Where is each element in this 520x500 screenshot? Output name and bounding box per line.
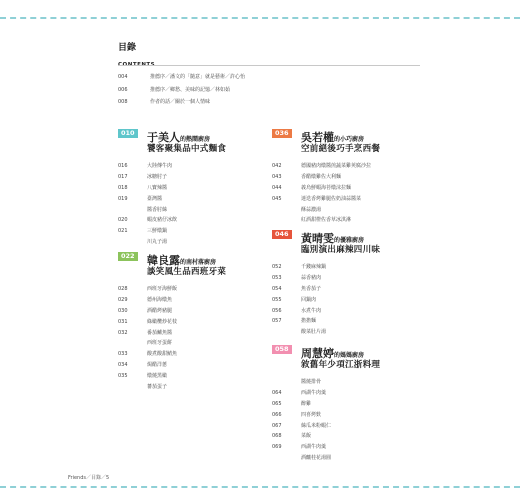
recipe-title: 三鮮燉鍋	[147, 228, 168, 235]
page-number: 031	[118, 318, 128, 325]
page-number: 006	[118, 86, 128, 93]
page-number: 008	[118, 99, 128, 106]
recipe-list	[272, 262, 326, 338]
recipe-row[interactable]	[118, 183, 177, 194]
page-number: 021	[118, 228, 128, 235]
page-number: 035	[118, 373, 128, 380]
chef-name: 吳若權	[301, 131, 334, 144]
page-number: 042	[272, 163, 282, 169]
chef-name: 黃晴雯	[301, 232, 334, 245]
recipe-title: 四喜烤麩	[301, 411, 322, 418]
recipe-title: 番茄鱸魚醬	[147, 329, 173, 336]
page-number: 056	[272, 307, 282, 314]
page-number: 064	[272, 389, 282, 396]
recipe-title: 酒釀桂花湯圓	[301, 455, 332, 462]
page-number: 017	[118, 173, 128, 180]
page-number: 053	[272, 274, 282, 281]
recipe-list	[272, 161, 371, 226]
recipe-title: 燉燒黑橄	[147, 373, 168, 380]
recipe-row[interactable]	[272, 284, 326, 295]
page-number: 044	[272, 184, 282, 191]
recipe-row[interactable]	[272, 262, 326, 273]
page-number: 065	[272, 400, 282, 407]
section-han-lianglu	[118, 250, 227, 393]
recipe-title: 酥蒜濃湯	[301, 206, 322, 213]
bottom-dashed-border	[0, 486, 520, 488]
intro-row[interactable]	[118, 84, 245, 97]
recipe-row[interactable]	[272, 273, 326, 284]
contents-title: 目錄	[118, 43, 137, 53]
recipe-row[interactable]	[272, 172, 371, 183]
section-header[interactable]	[272, 343, 381, 377]
recipe-title: 西湖牛肉羹	[301, 444, 327, 451]
section-wu-ruoquan	[272, 127, 381, 226]
recipe-title: 迷迭香烤雞腿佐奶油蒜醬菜	[301, 195, 362, 202]
recipe-row[interactable]	[118, 360, 177, 371]
recipe-row[interactable]	[272, 442, 331, 453]
recipe-row[interactable]	[272, 421, 331, 432]
recipe-title: 綠橄欖炒花枝	[147, 318, 178, 325]
recipe-title: 酒醋烤豬腿	[147, 307, 173, 314]
recipe-title: 蝦皮豬仔冰飲	[147, 217, 178, 224]
page-footer: Friends／目錄／5	[68, 475, 110, 481]
section-header[interactable]	[118, 250, 227, 284]
page-number: 028	[118, 286, 128, 292]
top-dashed-border	[0, 17, 520, 19]
recipe-title: 西班牙海鮮飯	[147, 286, 178, 292]
recipe-title: 酸煮酸甜鯖魚	[147, 351, 178, 358]
recipe-row[interactable]	[272, 410, 331, 421]
recipe-row[interactable]	[118, 161, 177, 172]
recipe-row[interactable]	[272, 183, 371, 194]
recipe-title: 醬香肘絲	[147, 206, 168, 213]
recipe-title: 西湖牛肉羹	[301, 389, 327, 396]
recipe-row[interactable]	[118, 205, 177, 216]
recipe-row[interactable]	[118, 237, 177, 248]
section-page-badge: 010	[118, 129, 138, 138]
recipe-row[interactable]	[272, 431, 331, 442]
recipe-title: 千錢麻辣鍋	[301, 264, 327, 270]
recipe-title: 回鍋肉	[301, 296, 317, 303]
page-number: 020	[118, 217, 128, 224]
recipe-title: 擔擔麵	[301, 318, 317, 325]
page-number: 057	[272, 318, 282, 325]
chef-name: 周慧婷	[301, 347, 334, 360]
page-number: 052	[272, 264, 282, 270]
page-number: 067	[272, 422, 282, 429]
recipe-row[interactable]	[118, 328, 177, 339]
recipe-row[interactable]	[272, 377, 331, 388]
recipe-row[interactable]	[118, 284, 177, 295]
recipe-title: 川丸子湯	[147, 239, 168, 246]
intro-row[interactable]	[118, 96, 245, 109]
recipe-title: 絲瓜米粉蝦仁	[301, 422, 332, 429]
recipe-title: 水煮牛肉	[301, 307, 322, 314]
recipe-row[interactable]	[272, 295, 326, 306]
section-header[interactable]	[272, 228, 381, 262]
section-subtitle: 饕客聚集品中式麵食	[147, 144, 227, 154]
contents-subtitle: CONTENTS	[118, 62, 156, 68]
chef-name: 韓良露	[147, 254, 180, 267]
recipe-title: 醬燒排骨	[301, 379, 322, 385]
recipe-row[interactable]	[272, 399, 331, 410]
recipe-title: 醉雞	[301, 400, 312, 407]
section-subtitle: 談笑風生品西班牙菜	[147, 267, 227, 277]
recipe-title: 大陸傳牛肉	[147, 163, 173, 169]
recipe-title: 西班牙蛋餅	[147, 340, 173, 347]
page-number: 068	[272, 433, 282, 440]
kitchen-suffix: 的熱鬧廚房	[180, 136, 211, 143]
page-number: 069	[272, 444, 282, 451]
recipe-row[interactable]	[118, 371, 177, 382]
page-number: 018	[118, 184, 128, 191]
entry-title: 作者的話／關於一個人情味	[150, 99, 211, 106]
intro-list	[118, 71, 245, 109]
page-number: 019	[118, 195, 128, 202]
section-page-badge: 036	[272, 129, 292, 138]
recipe-title: 德國豬肉燉醬煎蔬菜雞莢腐沙拉	[301, 163, 372, 169]
recipe-row[interactable]	[118, 295, 177, 306]
section-header[interactable]	[272, 127, 381, 161]
kitchen-suffix: 的南村落廚房	[180, 259, 217, 266]
entry-title: 推薦序／鄉愁、美味的記憶／林如茹	[150, 86, 231, 93]
recipe-row[interactable]	[118, 215, 177, 226]
page-number: 029	[118, 296, 128, 303]
page-number: 043	[272, 173, 282, 180]
recipe-row[interactable]	[118, 172, 177, 183]
recipe-list	[118, 161, 177, 248]
recipe-row[interactable]	[118, 349, 177, 360]
recipe-title: 酸菜肚片湯	[301, 329, 327, 336]
section-huang-qingwen	[272, 228, 381, 338]
entry-title: 推薦序／潘文的「隨意」就是藝術／許心怡	[150, 74, 246, 80]
recipe-title: 蒜香豬肉	[301, 274, 322, 281]
recipe-row[interactable]	[118, 382, 177, 393]
recipe-row[interactable]	[272, 205, 371, 216]
recipe-title: 冰糖肘子	[147, 173, 168, 180]
page-number: 055	[272, 296, 282, 303]
recipe-title: 焗醋洋蔥	[147, 362, 168, 369]
recipe-title: 香醋燉雞佐大利麵	[301, 173, 342, 180]
section-subtitle: 敘舊年少項江浙料理	[301, 360, 381, 370]
recipe-row[interactable]	[118, 306, 177, 317]
recipe-row[interactable]	[118, 317, 177, 328]
recipe-row[interactable]	[272, 194, 371, 205]
section-subtitle: 臨別演出麻辣四川味	[301, 245, 381, 255]
recipe-row[interactable]	[272, 388, 331, 399]
section-subtitle: 空前絕後巧手烹西餐	[301, 144, 381, 154]
recipe-list	[118, 284, 177, 393]
recipe-title: 魚香茄子	[301, 285, 322, 292]
recipe-title: 蕃茄蛋子	[147, 384, 168, 391]
recipe-title: 臺灣醬	[147, 195, 163, 202]
recipe-row[interactable]	[272, 306, 326, 317]
section-page-badge: 022	[118, 252, 138, 261]
kitchen-suffix: 的媽媽廚房	[334, 352, 365, 359]
section-page-badge: 046	[272, 230, 292, 239]
recipe-title: 八寶辣醬	[147, 184, 168, 191]
page-number: 032	[118, 329, 128, 336]
contents-header	[118, 40, 155, 68]
page-number: 033	[118, 351, 128, 358]
header-divider	[118, 65, 420, 66]
section-header[interactable]	[118, 127, 227, 161]
section-yu-meiren	[118, 127, 227, 248]
page-number: 045	[272, 195, 282, 202]
section-page-badge: 058	[272, 345, 292, 354]
kitchen-suffix: 的小巧廚房	[334, 136, 365, 143]
kitchen-suffix: 的優雅廚房	[334, 237, 365, 244]
recipe-title: 義烏鮮蝦海苔燉沫拉麵	[301, 184, 352, 191]
section-zhou-huiting	[272, 343, 381, 464]
page-number: 066	[272, 411, 282, 418]
page-number: 016	[118, 163, 128, 169]
recipe-row[interactable]	[118, 226, 177, 237]
recipe-row[interactable]	[272, 327, 326, 338]
recipe-row[interactable]	[118, 194, 177, 205]
recipe-title: 紅酒甜橙佐香草冰淇淋	[301, 217, 352, 224]
page-number: 054	[272, 285, 282, 292]
page-number: 034	[118, 362, 128, 369]
recipe-row[interactable]	[118, 338, 177, 349]
recipe-row[interactable]	[272, 161, 371, 172]
page-number: 004	[118, 74, 128, 80]
recipe-row[interactable]	[272, 453, 331, 464]
chef-name: 于美人	[147, 131, 180, 144]
page-number: 030	[118, 307, 128, 314]
recipe-title: 德州海燉魚	[147, 296, 173, 303]
recipe-row[interactable]	[272, 215, 371, 226]
recipe-list	[272, 377, 331, 464]
intro-row[interactable]	[118, 71, 245, 84]
recipe-row[interactable]	[272, 316, 326, 327]
recipe-title: 菜飯	[301, 433, 312, 440]
